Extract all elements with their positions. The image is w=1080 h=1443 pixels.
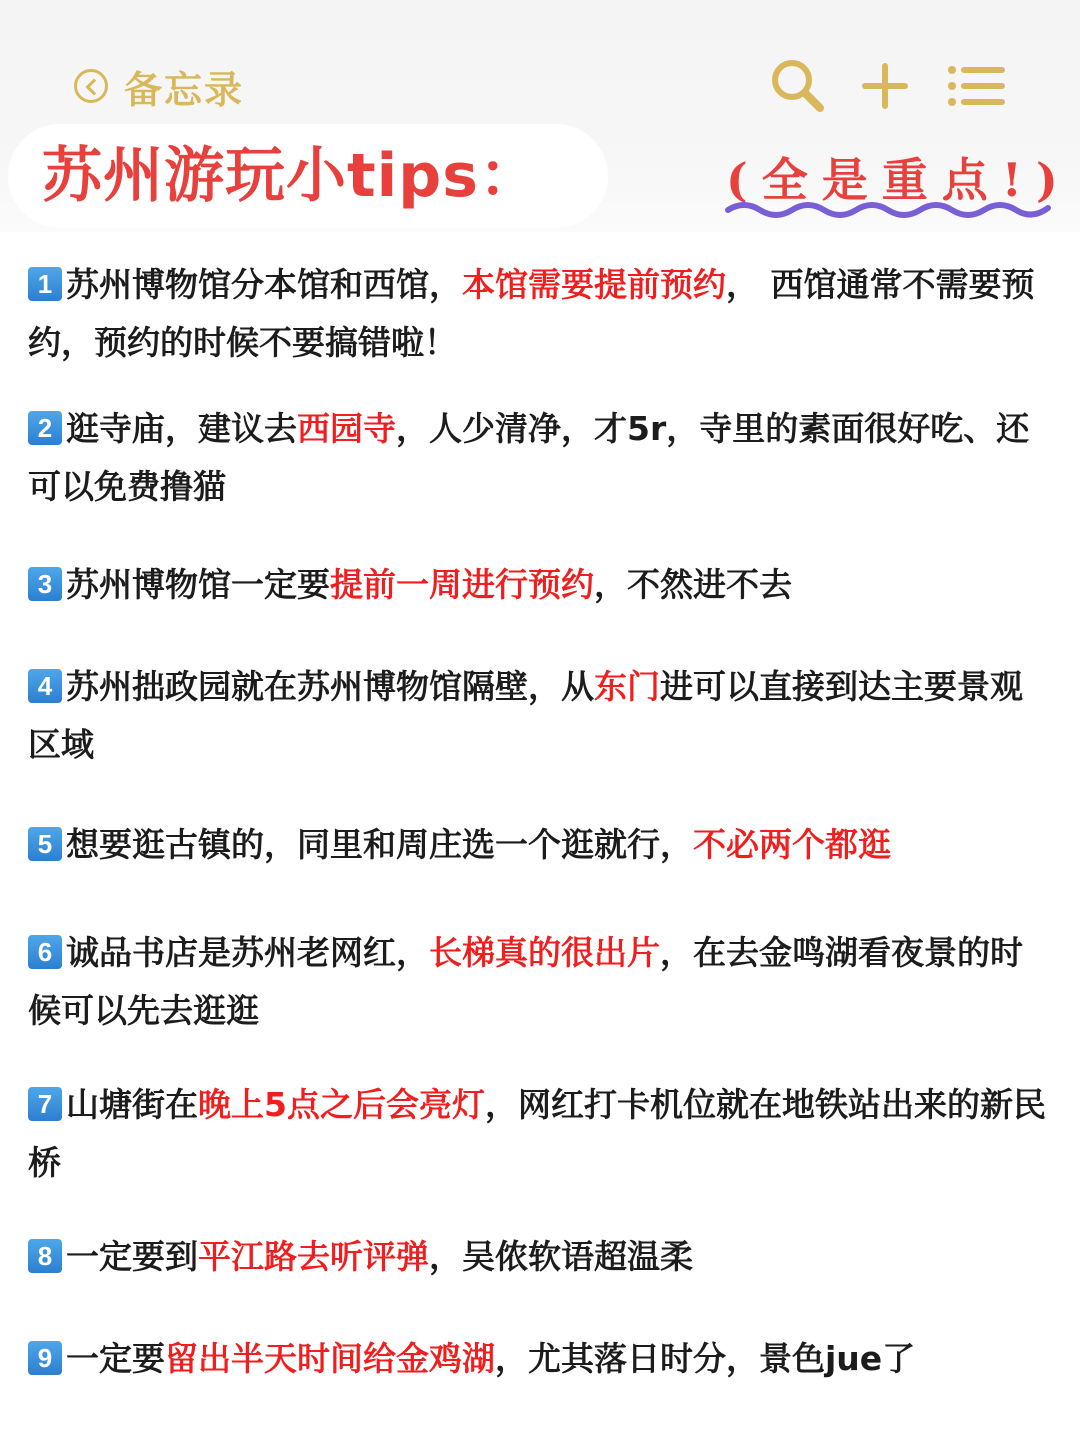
tip-text: ，吴侬软语超温柔 bbox=[429, 1237, 693, 1276]
tip-highlight: 长梯真的很出片 bbox=[429, 933, 660, 972]
tip-text: 苏州博物馆分本馆和西馆， bbox=[66, 265, 462, 304]
tip-item bbox=[28, 1330, 1046, 1388]
number-badge: 1 bbox=[28, 267, 62, 301]
back-label: 备忘录 bbox=[124, 67, 245, 112]
number-badge: 8 bbox=[28, 1239, 62, 1273]
tip-text: ， 西馆通常不需要预约，预约的时候不要搞错啦！ bbox=[28, 265, 1035, 362]
list-icon bbox=[944, 56, 1008, 116]
number-badge: 2 bbox=[28, 411, 62, 445]
tip-item bbox=[28, 658, 1046, 774]
tip-item bbox=[28, 400, 1046, 516]
tip-text: 一定要 bbox=[66, 1339, 165, 1378]
number-badge: 9 bbox=[28, 1341, 62, 1375]
number-badge: 6 bbox=[28, 935, 62, 969]
tip-text: ，人少清净，才5r，寺里的素面很好吃、还可以免费撸猫 bbox=[28, 409, 1030, 506]
tip-item bbox=[28, 1228, 1046, 1286]
tip-item bbox=[28, 556, 1046, 614]
tip-text: 苏州博物馆一定要 bbox=[66, 565, 330, 604]
back-chevron-icon bbox=[74, 69, 108, 103]
tip-highlight: 平江路去听评弹 bbox=[198, 1237, 429, 1276]
wavy-underline bbox=[724, 196, 1054, 220]
tip-highlight: 西园寺 bbox=[297, 409, 396, 448]
tip-item bbox=[28, 924, 1046, 1040]
number-badge: 4 bbox=[28, 669, 62, 703]
tip-highlight: 东门 bbox=[594, 667, 660, 706]
tip-text: 诚品书店是苏州老网红， bbox=[66, 933, 429, 972]
search-icon bbox=[768, 56, 828, 116]
number-badge: 5 bbox=[28, 827, 62, 861]
tip-text: 苏州拙政园就在苏州博物馆隔壁，从 bbox=[66, 667, 594, 706]
tip-text: 进可以直接到达主要景观区域 bbox=[28, 667, 1023, 764]
list-button[interactable] bbox=[944, 56, 1008, 116]
tip-item bbox=[28, 1076, 1046, 1192]
tip-item bbox=[28, 256, 1046, 372]
tip-text: ，尤其落日时分，景色jue了 bbox=[495, 1339, 916, 1378]
search-button[interactable] bbox=[768, 56, 828, 116]
tip-text: 一定要到 bbox=[66, 1237, 198, 1276]
tip-text: ，不然进不去 bbox=[594, 565, 792, 604]
number-badge: 3 bbox=[28, 567, 62, 601]
tip-text: 山塘街在 bbox=[66, 1085, 198, 1124]
back-button[interactable] bbox=[74, 60, 244, 112]
tip-text: ，在去金鸣湖看夜景的时候可以先去逛逛 bbox=[28, 933, 1023, 1030]
notes-header bbox=[0, 0, 1080, 232]
plus-icon bbox=[860, 56, 910, 116]
tip-text: ，网红打卡机位就在地铁站出来的新民桥 bbox=[28, 1085, 1046, 1182]
highlight-note: (全是重点!) bbox=[726, 153, 1072, 207]
tip-text: 想要逛古镇的，同里和周庄选一个逛就行， bbox=[66, 825, 693, 864]
tip-highlight: 晚上5点之后会亮灯 bbox=[198, 1085, 485, 1124]
number-badge: 7 bbox=[28, 1087, 62, 1121]
tip-highlight: 不必两个都逛 bbox=[693, 825, 891, 864]
tip-text: 逛寺庙，建议去 bbox=[66, 409, 297, 448]
tip-item bbox=[28, 816, 1046, 874]
page-title: 苏州游玩小tips： bbox=[42, 141, 540, 211]
add-note-button[interactable] bbox=[860, 56, 910, 116]
tip-highlight: 提前一周进行预约 bbox=[330, 565, 594, 604]
tip-highlight: 留出半天时间给金鸡湖 bbox=[165, 1339, 495, 1378]
tip-highlight: 本馆需要提前预约 bbox=[462, 265, 726, 304]
